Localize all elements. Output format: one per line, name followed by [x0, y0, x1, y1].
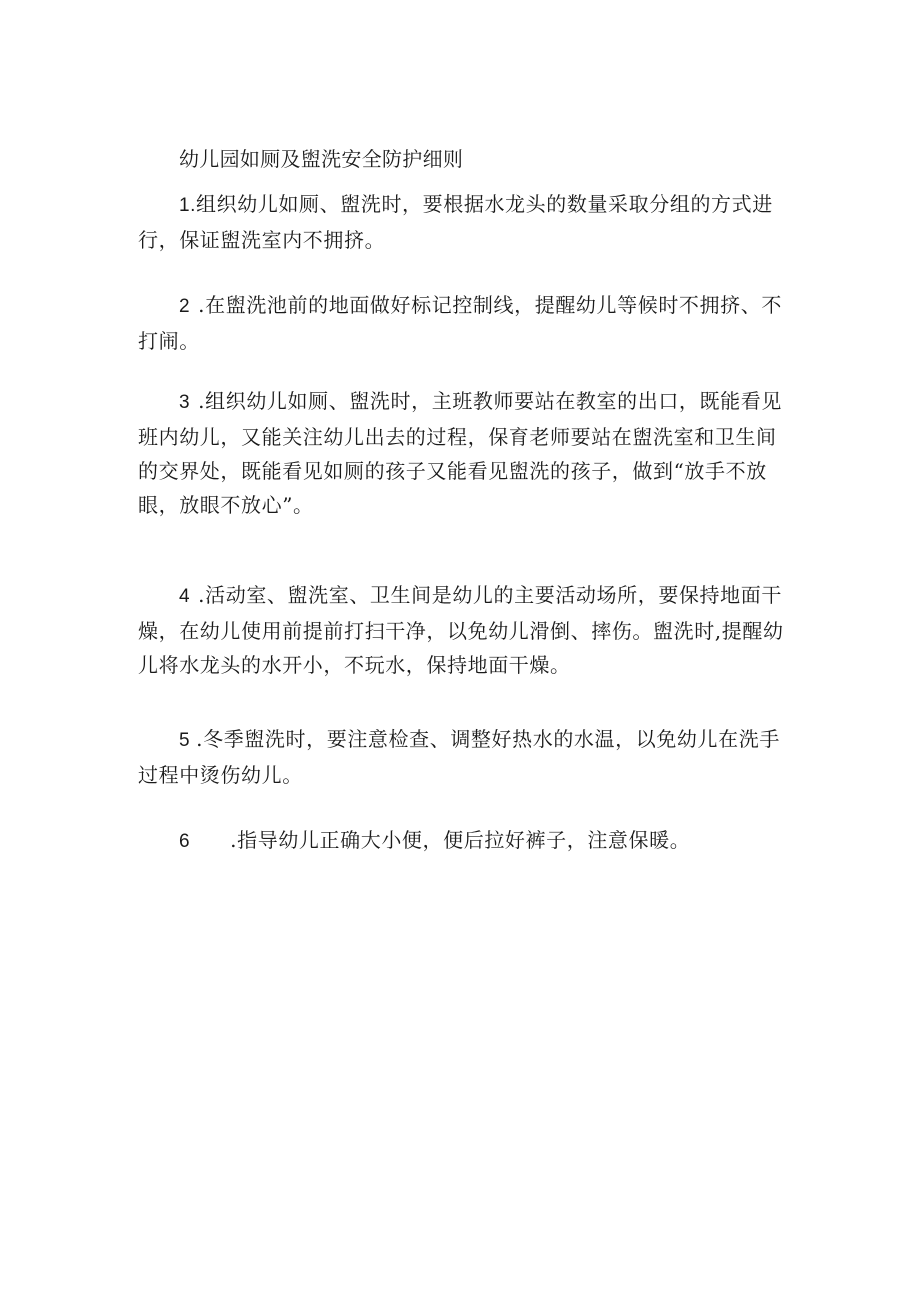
item-number: 1.: [179, 195, 197, 216]
list-item: [138, 722, 786, 792]
list-item: [138, 823, 786, 859]
item-number: 4: [179, 586, 191, 607]
list-item: [138, 384, 786, 522]
document-title: 幼儿园如厕及盥洗安全防护细则: [179, 147, 464, 171]
item-number: 3: [179, 392, 191, 413]
list-item: [138, 187, 786, 257]
item-number: 5: [179, 730, 191, 751]
list-item: [138, 288, 786, 358]
item-number: 2: [179, 296, 191, 317]
item-text: .活动室、盥洗室、卫生间是幼儿的主要活动场所，要保持地面干燥，在幼儿使用前提前打扫干净，以免幼儿滑倒、摔伤。盥洗时,提醒幼儿将水龙头的水开小，不玩水，保持地面干燥。: [138, 583, 784, 677]
item-text: 组织幼儿如厕、盥洗时，要根据水龙头的数量采取分组的方式进行，保证盥洗室内不拥挤。: [138, 192, 773, 252]
item-number: 6: [179, 831, 191, 852]
item-text: .在盥洗池前的地面做好标记控制线，提醒幼儿等候时不拥挤、不打闹。: [138, 293, 782, 353]
list-item: [138, 578, 786, 682]
item-text: .组织幼儿如厕、盥洗时，主班教师要站在教室的出口，既能看见班内幼儿，又能关注幼儿出去的过程，保育老师要站在盥洗室和卫生间的交界处，既能看见如厕的孩子又能看见盥洗的孩子，做到“放手不放眼，放眼不放心”。: [138, 389, 782, 517]
item-text: .指导幼儿正确大小便，便后拉好裤子，注意保暖。: [230, 828, 691, 852]
item-text: .冬季盥洗时，要注意检查、调整好热水的水温，以免幼儿在洗手过程中烫伤幼儿。: [138, 727, 780, 787]
